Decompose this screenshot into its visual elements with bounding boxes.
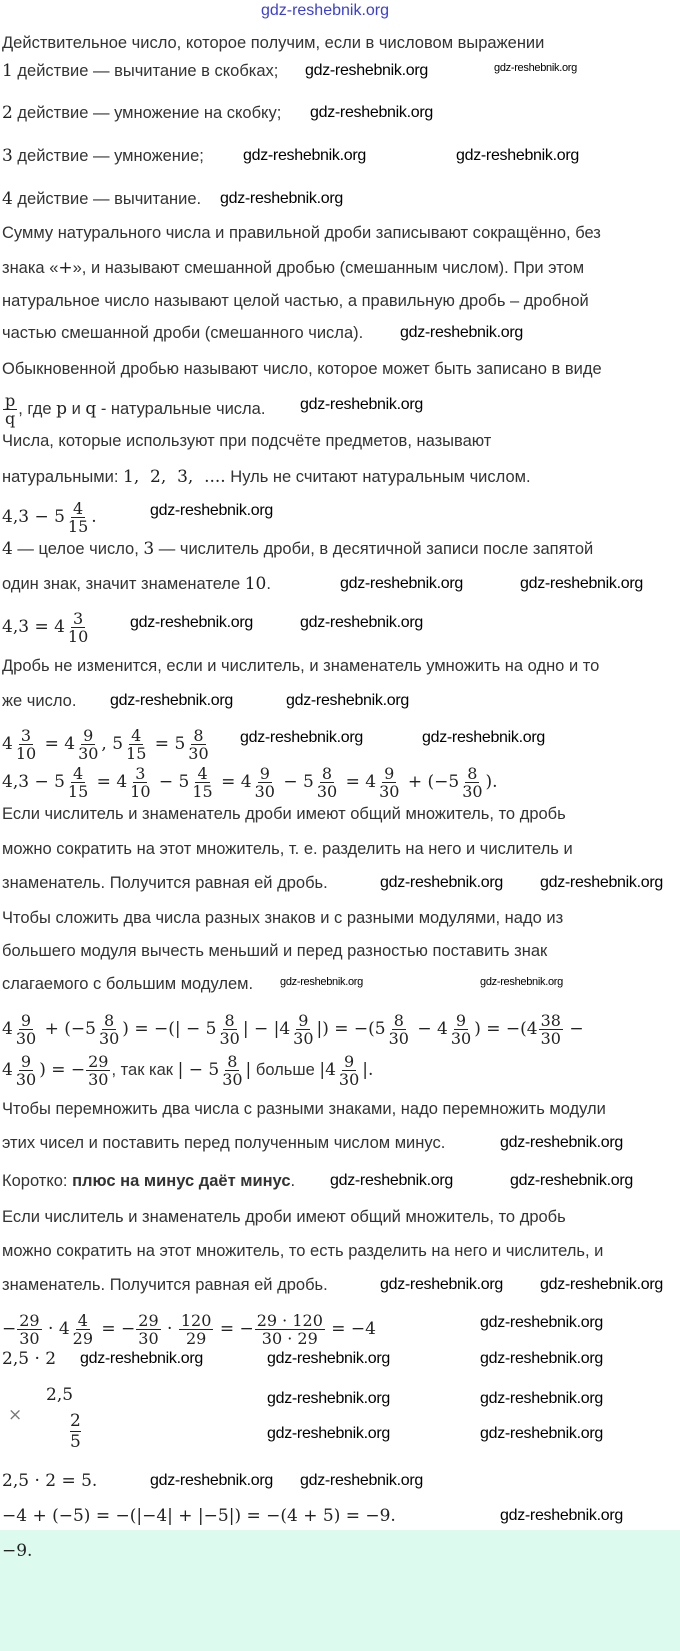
math-expression: .: [91, 506, 97, 527]
fraction: [217, 1012, 241, 1047]
text-line: [2, 1505, 396, 1527]
site-watermark-header: gdz-reshebnik.org: [260, 2, 390, 19]
fraction: [179, 1312, 214, 1347]
fraction: [255, 1312, 325, 1347]
fraction: [315, 765, 339, 800]
fraction-numerator: 8: [467, 764, 478, 783]
text-line: [2, 358, 602, 380]
watermark: gdz-reshebnik.org: [380, 1276, 503, 1293]
fraction: [186, 727, 210, 762]
fraction-numerator: 38: [540, 1011, 561, 1030]
fraction-denominator: 30: [293, 1029, 314, 1048]
watermark: gdz-reshebnik.org: [300, 1472, 423, 1489]
watermark: gdz-reshebnik.org: [150, 1472, 273, 1489]
text: действие — вычитание.: [12, 190, 202, 208]
text: этих чисел и поставить перед полученным числом минус.: [2, 1134, 446, 1152]
text: натуральное число называют целой частью, а правильную дробь – дробной: [2, 292, 589, 310]
math-expression: −9.: [2, 1541, 33, 1561]
fraction-numerator: 8: [393, 1011, 404, 1030]
text-line: [2, 322, 363, 344]
watermark: gdz-reshebnik.org: [240, 729, 363, 746]
text-line: [2, 765, 498, 800]
fraction-denominator: 29: [72, 1329, 93, 1348]
math-expression: = 5: [149, 733, 186, 754]
fraction-numerator: 9: [384, 764, 395, 783]
text-line: [2, 188, 201, 210]
text: Нуль не считают натуральным числом.: [225, 468, 531, 486]
fraction-numerator: 4: [131, 726, 142, 745]
fraction-denominator: 29: [185, 1329, 207, 1348]
watermark: gdz-reshebnik.org: [130, 614, 253, 631]
watermark: gdz-reshebnik.org: [267, 1425, 390, 1442]
text-line: [2, 466, 531, 488]
math-expression: + (−5: [402, 771, 460, 792]
math-expression: 10: [244, 574, 267, 594]
multiply-sign: ×: [8, 1405, 23, 1425]
text: Обыкновенной дробью называют число, которое может быть записано в виде: [2, 360, 602, 378]
text-line: [2, 573, 271, 595]
text-line: [2, 222, 601, 244]
text: Чтобы сложить два числа разных знаков и с разными модулями, надо из: [2, 909, 564, 927]
text-line: [2, 838, 573, 860]
fraction-denominator: 30: [462, 782, 483, 801]
fraction-denominator: 30: [338, 1070, 360, 1089]
text: большего модуля вычесть меньший и перед разностью поставить знак: [2, 942, 548, 960]
math-expression: 3: [2, 146, 13, 166]
text-line: [2, 1132, 445, 1154]
watermark: gdz-reshebnik.org: [480, 1390, 603, 1407]
math-expression: 2: [2, 103, 13, 123]
fraction: [124, 727, 148, 762]
text-line: [2, 872, 328, 894]
fraction: [97, 1012, 121, 1047]
text: — числитель дроби, в десятичной записи после запятой: [154, 540, 594, 558]
fraction-denominator: 30: [15, 1070, 37, 1089]
fraction-denominator: 15: [67, 782, 89, 801]
fraction-numerator: 8: [227, 1052, 238, 1071]
column-top-operand: 2,5: [46, 1385, 74, 1405]
watermark: gdz-reshebnik.org: [267, 1390, 390, 1407]
column-result: 5: [70, 1432, 81, 1452]
watermark: gdz-reshebnik.org: [380, 874, 503, 891]
fraction-denominator: 30: [388, 1029, 409, 1048]
math-expression: 2,5 · 2 = 5.: [2, 1471, 98, 1491]
math-expression: = 4: [215, 771, 252, 792]
fraction-denominator: 10: [130, 782, 151, 801]
fraction-denominator: 30: [15, 1029, 37, 1048]
math-expression: q: [85, 398, 97, 419]
fraction: [17, 1312, 41, 1347]
text: , так как: [111, 1060, 178, 1079]
watermark: gdz-reshebnik.org: [300, 396, 423, 413]
text-line: [2, 1348, 56, 1370]
math-expression: |4: [319, 1059, 336, 1080]
math-expression: = 4: [91, 771, 128, 792]
watermark: gdz-reshebnik.org: [150, 502, 273, 519]
text-line: [2, 1470, 97, 1492]
text: действие — вычитание в скобках;: [12, 62, 279, 80]
math-expression: 4,3 − 5: [2, 771, 65, 792]
text-line: [2, 907, 563, 929]
math-expression: = −: [214, 1318, 254, 1339]
text-line: [2, 538, 593, 560]
fraction-denominator: 15: [126, 744, 147, 763]
math-expression: ) = −: [39, 1059, 86, 1080]
fraction: [136, 1312, 160, 1347]
fraction-numerator: 8: [104, 1011, 115, 1030]
math-expression: |) = −(5: [316, 1018, 386, 1039]
fraction: [449, 1012, 473, 1047]
watermark: gdz-reshebnik.org: [220, 190, 343, 207]
math-expression: ) = −(| − 5: [122, 1018, 217, 1039]
fraction-numerator: 8: [193, 726, 204, 745]
text: и: [66, 399, 86, 418]
watermark: gdz-reshebnik.org: [110, 692, 233, 709]
text: Если числитель и знаменатель дроби имеют общий множитель, то дробь: [2, 1208, 566, 1226]
math-expression: −: [563, 1018, 584, 1039]
fraction-denominator: 30: [379, 782, 400, 801]
fraction-numerator: 8: [321, 764, 333, 783]
text: Числа, которые используют при подсчёте предметов, называют: [2, 432, 492, 450]
bold-text: плюс на минус даёт минус: [72, 1172, 291, 1190]
fraction-numerator: 29 · 120: [256, 1311, 323, 1330]
fraction-denominator: 30: [88, 1070, 109, 1089]
fraction: [71, 1312, 95, 1347]
text-line: [2, 290, 589, 312]
text: слагаемого с большим модулем.: [2, 975, 254, 993]
text-line: [2, 727, 212, 762]
text: .: [266, 575, 271, 593]
fraction-numerator: 4: [72, 499, 84, 518]
text-line: [2, 690, 76, 712]
text-line: [2, 655, 599, 677]
watermark: gdz-reshebnik.org: [540, 874, 663, 891]
fraction: [190, 765, 214, 800]
math-expression: |.: [362, 1059, 374, 1080]
math-expression: |: [245, 1059, 252, 1080]
fraction: [220, 1053, 244, 1088]
math-expression: 1, 2, 3, ....: [123, 467, 226, 487]
column-bottom-operand: 2: [70, 1411, 81, 1431]
math-expression: ).: [485, 771, 498, 792]
watermark: gdz-reshebnik.org: [480, 1314, 603, 1331]
text: Если числитель и знаменатель дроби имеют общий множитель, то дробь: [2, 805, 566, 823]
fraction-denominator: 15: [192, 782, 213, 801]
math-expression: −: [2, 1318, 17, 1339]
fraction-numerator: p: [5, 391, 16, 410]
fraction-numerator: 3: [20, 726, 32, 745]
text: Сумму натурального числа и правильной дроби записывают сокращённо, без: [2, 224, 601, 242]
fraction: [128, 765, 152, 800]
watermark: gdz-reshebnik.org: [305, 62, 428, 79]
text-line: [2, 145, 204, 167]
text-line: [2, 32, 544, 54]
math-expression: ) = −(4: [474, 1018, 538, 1039]
text: - натуральные числа.: [96, 399, 266, 418]
watermark: gdz-reshebnik.org: [80, 1350, 203, 1367]
fraction-numerator: 9: [20, 1052, 32, 1071]
watermark: gdz-reshebnik.org: [500, 1507, 623, 1524]
math-expression: ·: [161, 1318, 178, 1339]
answer-line: [2, 1540, 32, 1562]
fraction-denominator: 30: [254, 782, 275, 801]
text: действие — умножение;: [12, 147, 204, 165]
math-expression: = −: [96, 1318, 136, 1339]
answer-box: [0, 1530, 680, 1651]
watermark: gdz-reshebnik.org: [494, 62, 577, 74]
fraction-denominator: 15: [67, 517, 89, 536]
text-line: [2, 940, 547, 962]
text: натуральными:: [2, 468, 124, 486]
text: можно сократить на этот множитель, т. е. разделить на него и числитель и: [2, 840, 573, 858]
watermark: gdz-reshebnik.org: [480, 1350, 603, 1367]
text-line: [2, 430, 491, 452]
fraction-denominator: 30: [138, 1329, 159, 1348]
fraction-denominator: 10: [15, 744, 37, 763]
fraction: [377, 765, 401, 800]
fraction: [66, 765, 90, 800]
math-expression: 4: [2, 1059, 13, 1080]
text: знаменатель. Получится равная ей дробь.: [2, 1276, 328, 1294]
watermark: gdz-reshebnik.org: [520, 575, 643, 592]
math-expression: − 5: [277, 771, 314, 792]
math-expression: −4 + (−5) = −(|−4| + |−5|) = −(4 + 5) = −9.: [2, 1506, 396, 1526]
text: », и называют смешанной дробью (смешанным числом). При этом: [72, 259, 585, 277]
math-expression: 4,3 = 4: [2, 616, 65, 637]
watermark: gdz-reshebnik.org: [300, 614, 423, 631]
watermark: gdz-reshebnik.org: [422, 729, 545, 746]
fraction-numerator: 4: [77, 1311, 88, 1330]
math-expression: | − |4: [242, 1018, 291, 1039]
fraction: [253, 765, 277, 800]
fraction-denominator: q: [5, 409, 16, 428]
watermark: gdz-reshebnik.org: [540, 1276, 663, 1293]
watermark: gdz-reshebnik.org: [267, 1350, 390, 1367]
text-line: [2, 1012, 584, 1047]
fraction-numerator: 9: [455, 1011, 467, 1030]
math-expression: 1: [2, 61, 13, 81]
fraction-denominator: 30: [540, 1029, 561, 1048]
fraction: [387, 1012, 411, 1047]
text-line: [2, 610, 91, 645]
math-expression: 4: [2, 1018, 13, 1039]
text-line: [2, 803, 566, 825]
fraction-denominator: 30: [316, 782, 338, 801]
text: знаменатель. Получится равная ей дробь.: [2, 874, 328, 892]
math-expression: p: [56, 398, 67, 419]
math-expression: | − 5: [177, 1059, 220, 1080]
text-line: [2, 1312, 376, 1347]
fraction: [66, 610, 90, 645]
text: Чтобы перемножить два числа с разными знаками, надо перемножить модули: [2, 1100, 606, 1118]
text-line: [2, 1206, 566, 1228]
text-line: [2, 500, 97, 535]
fraction: [66, 500, 90, 535]
fraction: [3, 392, 17, 427]
fraction-numerator: 29: [88, 1052, 109, 1071]
watermark: gdz-reshebnik.org: [400, 324, 523, 341]
fraction-numerator: 3: [135, 764, 146, 783]
text-line: [2, 973, 253, 995]
fraction-denominator: 30: [222, 1070, 243, 1089]
math-expression: , 5: [101, 733, 124, 754]
text: больше: [251, 1060, 320, 1079]
watermark: gdz-reshebnik.org: [340, 575, 463, 592]
text: же число.: [2, 692, 77, 710]
text: .: [290, 1172, 296, 1190]
fraction: [76, 727, 100, 762]
fraction-numerator: 9: [259, 764, 270, 783]
fraction-denominator: 30: [219, 1029, 240, 1048]
fraction-denominator: 30 · 29: [261, 1329, 318, 1348]
watermark: gdz-reshebnik.org: [500, 1134, 623, 1151]
fraction-numerator: 3: [72, 609, 84, 628]
text: Коротко:: [2, 1172, 73, 1190]
fraction: [86, 1053, 110, 1088]
math-expression: 4: [2, 733, 13, 754]
text-line: [2, 257, 584, 279]
text: — целое число,: [12, 540, 144, 558]
fraction-numerator: 4: [72, 764, 84, 783]
fraction-numerator: 9: [343, 1052, 355, 1071]
math-expression: 4: [2, 189, 13, 209]
math-expression: + (−5: [39, 1018, 96, 1039]
fraction: [539, 1012, 563, 1047]
text: знака «: [2, 259, 59, 277]
text: действие — умножение на скобку;: [12, 104, 282, 122]
fraction-numerator: 9: [298, 1011, 309, 1030]
fraction-numerator: 120: [180, 1311, 212, 1330]
watermark: gdz-reshebnik.org: [280, 976, 363, 988]
fraction-denominator: 30: [19, 1329, 40, 1348]
text: , где: [18, 399, 57, 418]
fraction: [14, 1012, 38, 1047]
watermark: gdz-reshebnik.org: [243, 147, 366, 164]
math-expression: − 5: [153, 771, 190, 792]
watermark: gdz-reshebnik.org: [286, 692, 409, 709]
watermark: gdz-reshebnik.org: [510, 1172, 633, 1189]
fraction-numerator: 29: [19, 1311, 40, 1330]
fraction-denominator: 30: [450, 1029, 472, 1048]
text: Дробь не изменится, если и числитель, и знаменатель умножить на одно и то: [2, 657, 600, 675]
text-line: [2, 1053, 373, 1088]
text: Действительное число, которое получим, если в числовом выражении: [2, 34, 545, 52]
fraction-numerator: 4: [197, 764, 208, 783]
fraction-numerator: 9: [20, 1011, 32, 1030]
text-line: [2, 1240, 603, 1262]
text-line: [2, 102, 281, 124]
watermark: gdz-reshebnik.org: [456, 147, 579, 164]
text: частью смешанной дроби (смешанного числа).: [2, 324, 364, 342]
text-line: [2, 60, 278, 82]
text-line: [2, 1170, 295, 1192]
fraction-denominator: 30: [188, 744, 209, 763]
fraction-denominator: 30: [98, 1029, 120, 1048]
math-expression: = 4: [340, 771, 377, 792]
text-line: [2, 392, 265, 427]
math-expression: 2,5 · 2: [2, 1349, 57, 1369]
fraction-denominator: 30: [78, 744, 99, 763]
fraction: [337, 1053, 361, 1088]
fraction: [14, 1053, 38, 1088]
math-expression: = 4: [39, 733, 76, 754]
watermark: gdz-reshebnik.org: [480, 1425, 603, 1442]
watermark: gdz-reshebnik.org: [330, 1172, 453, 1189]
fraction-numerator: 29: [138, 1311, 159, 1330]
text-line: [2, 1274, 328, 1296]
text-line: [2, 1098, 606, 1120]
fraction-denominator: 10: [67, 627, 89, 646]
math-expression: 4,3 − 5: [2, 506, 65, 527]
math-expression: = −4: [325, 1318, 376, 1339]
math-expression: − 4: [411, 1018, 448, 1039]
fraction: [460, 765, 484, 800]
watermark: gdz-reshebnik.org: [480, 976, 563, 988]
math-expression: · 4: [42, 1318, 70, 1339]
text: один знак, значит знаменателе: [2, 575, 245, 593]
math-expression: +: [58, 258, 73, 278]
watermark: gdz-reshebnik.org: [310, 104, 433, 121]
fraction: [291, 1012, 315, 1047]
fraction: [14, 727, 38, 762]
fraction-numerator: 8: [224, 1011, 235, 1030]
math-expression: 3: [143, 539, 155, 559]
math-expression: 4: [2, 539, 13, 559]
text: можно сократить на этот множитель, то есть разделить на него и числитель, и: [2, 1242, 604, 1260]
fraction-numerator: 9: [83, 726, 94, 745]
